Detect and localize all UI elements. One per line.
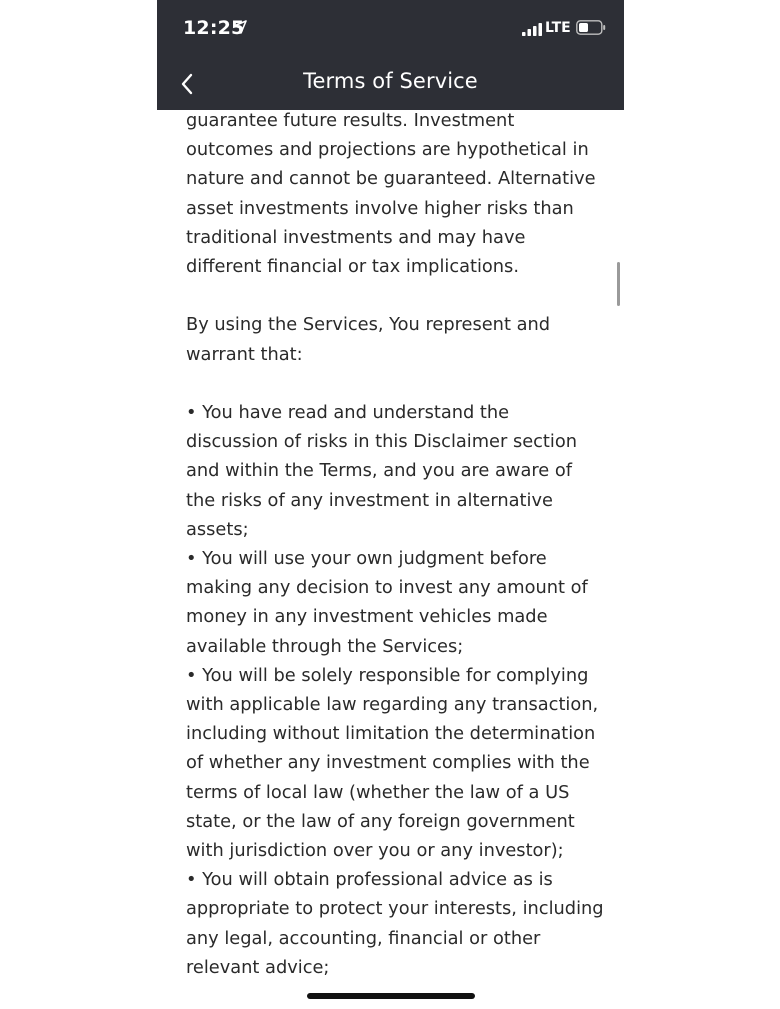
list-item: • You will be solely responsible for complying with applicable law regarding any transaction, including without limitation the determination of whether any investment complies with the terms of local law (whether the law of a US state, or the law of any foreign government with jurisdiction over you or any investor);	[186, 664, 599, 862]
list-item: • You will use your own judgment before making any decision to invest any amount of money in any investment vehicles made available through the Services;	[186, 548, 588, 657]
phone-screen	[157, 0, 624, 1009]
paragraph: guarantee future results. Investment outcomes and projections are hypothetical in nature and cannot be guaranteed. Alternative asset investments involve higher risks than traditional investments and may have different financial or tax implications.	[186, 110, 596, 278]
nav-bar	[157, 58, 624, 110]
status-bar	[157, 0, 624, 58]
paragraph: By using the Services, You represent and warrant that:	[186, 314, 551, 365]
location-arrow-icon	[233, 20, 247, 34]
status-time: 12:25	[183, 17, 245, 39]
scrollbar[interactable]	[617, 262, 620, 306]
page-title: Terms of Service	[303, 69, 478, 93]
battery-icon	[576, 20, 606, 35]
home-indicator[interactable]	[307, 993, 475, 999]
terms-content	[186, 106, 606, 982]
list-item: • You have read and understand the discussion of risks in this Disclaimer section and within the Terms, and you are aware of the risks of any investment in alternative assets;	[186, 402, 577, 540]
list-item: • You will obtain professional advice as is appropriate to protect your interests, including any legal, accounting, financial or other relevant advice;	[186, 869, 604, 978]
signal-icon	[521, 22, 543, 36]
network-label: LTE	[545, 20, 571, 36]
